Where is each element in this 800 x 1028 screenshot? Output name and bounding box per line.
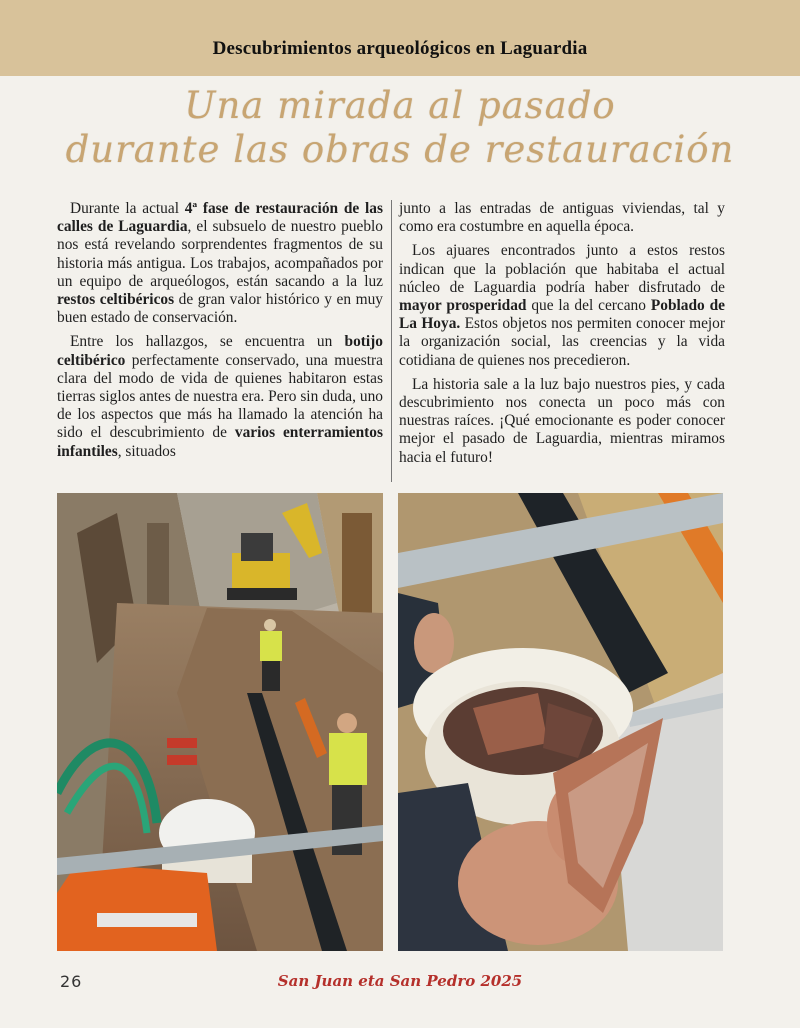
bold-phrase: restos celtibéricos (57, 291, 175, 309)
text: Estos objetos nos permiten conocer mejor la organización social, las creencias y la vida cotidiana de quienes nos precedieron. (399, 315, 725, 369)
text: perfectamente conservado, una muestra clara del modo de vida de quienes habitaron estas tierras siglos antes de nuestra era. Pero sin duda, uno de los aspectos que más ha llamado la atención ha sido el descubrimiento de (57, 351, 383, 442)
bold-phrase: varios enterramientos infantiles (57, 424, 383, 460)
headline-line-2: durante las obras de restauración (65, 128, 735, 171)
text: , el subsuelo de nuestro pueblo nos está revelando sorprendentes fragmentos de su historia más antigua. Los trabajos, acompañados por un equipo de arqueólogos, están sacando a la luz (57, 218, 383, 290)
paragraph-4 (399, 242, 725, 369)
article-column-right (399, 200, 725, 467)
bold-phrase: 4ª fase de restauración de las calles de Laguardia (57, 200, 383, 236)
text: que la del cercano (526, 297, 651, 315)
bold-phrase: botijo celtibérico (57, 333, 383, 369)
column-divider (391, 200, 392, 482)
bold-phrase: Poblado de La Hoya. (399, 297, 725, 333)
paragraph-3: junto a las entradas de antiguas viviendas, tal y como era costumbre en aquella época. (399, 200, 725, 236)
text: Durante la actual (70, 200, 185, 217)
text: de gran valor histórico y en muy buen estado de conservación. (57, 291, 384, 327)
text: Los ajuares encontrados junto a estos restos indican que la población que habitaba el actual núcleo de Laguardia podría haber disfrutado de (399, 242, 725, 296)
publication-title: San Juan eta San Pedro 2025 (277, 972, 523, 990)
text: Entre los hallazgos, se encuentra un (70, 333, 345, 351)
pottery-fragment-photo (398, 493, 723, 951)
headline-line-1: Una mirada al pasado (184, 84, 616, 127)
paragraph-5: La historia sale a la luz bajo nuestros pies, y cada descubrimiento nos conecta un poco más con nuestras raíces. ¡Qué emocionante es poder conocer mejor el pasado de Laguardia, mientras miramos hacia el futuro! (399, 375, 725, 466)
article-column-left (57, 200, 383, 461)
section-title: Descubrimientos arqueológicos en Laguardia (212, 38, 588, 59)
paragraph-2 (57, 333, 383, 460)
excavation-street-photo (57, 493, 383, 951)
bold-phrase: mayor prosperidad (399, 297, 527, 315)
page-number: 26 (60, 972, 83, 991)
paragraph-1 (57, 200, 383, 327)
text: , situados (117, 442, 176, 460)
